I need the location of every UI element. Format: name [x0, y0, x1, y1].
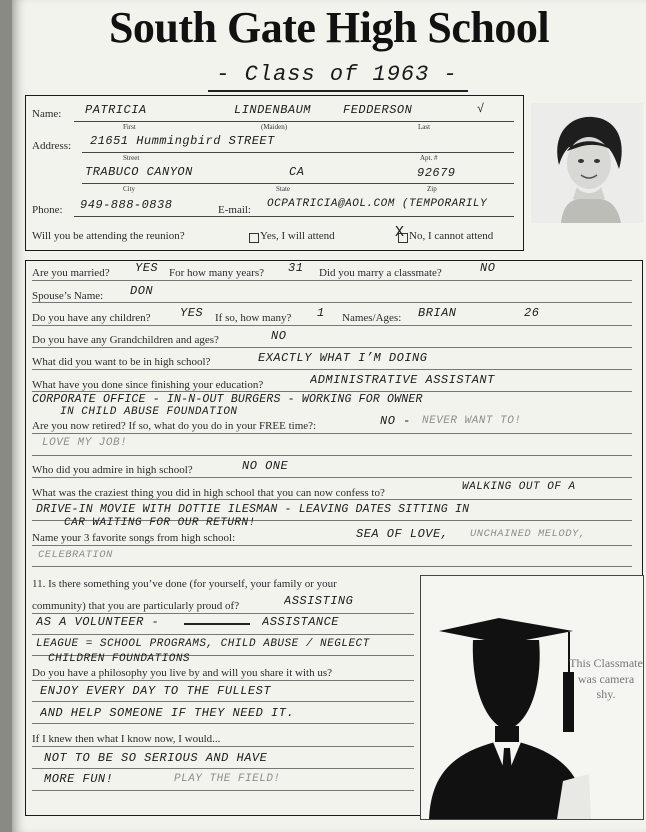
class-of-heading: - Class of 1963 -: [216, 62, 458, 87]
yearbook-page: [12, 0, 646, 832]
state-value: CA: [289, 165, 305, 179]
knew-line-3: [32, 790, 414, 791]
howmany-question: If so, how many?: [215, 312, 292, 324]
knew-answer-1: NOT TO BE SO SERIOUS AND HAVE: [44, 751, 268, 765]
email-label: E-mail:: [218, 204, 251, 216]
grandchildren-line: [32, 347, 632, 348]
proud-answer-1: ASSISTING: [284, 594, 354, 608]
reunion-no-label: No, I cannot attend: [409, 230, 494, 242]
reunion-question: Will you be attending the reunion?: [32, 230, 185, 242]
last-name-value: FEDDERSON: [343, 103, 413, 117]
phone-line: [74, 216, 514, 217]
crazy-answer-1: WALKING OUT OF A: [462, 481, 576, 493]
proud-question-2: community) that you are particularly proud of?: [32, 600, 240, 612]
maiden-name-value: LINDENBAUM: [234, 103, 312, 117]
street-value: 21651 Hummingbird STREET: [90, 134, 275, 148]
philosophy-line-1: [32, 680, 414, 681]
email-value: OCPATRICIA@AOL.COM (TEMPORARILY: [267, 198, 488, 210]
years-question: For how many years?: [169, 267, 265, 279]
songs-answer-3: CELEBRATION: [38, 549, 113, 561]
admire-line: [32, 477, 632, 478]
city-caption: City: [123, 185, 136, 193]
proud-answer-2b: ASSISTANCE: [262, 615, 340, 629]
proud-answer-2: AS A VOLUNTEER -: [36, 615, 160, 629]
admire-question: Who did you admire in high school?: [32, 464, 193, 476]
apt-caption: Apt. #: [420, 154, 438, 162]
philosophy-answer-1: ENJOY EVERY DAY TO THE FULLEST: [40, 684, 272, 698]
city-line: [82, 183, 514, 184]
songs-line-2: [32, 566, 632, 567]
crazy-question: What was the craziest thing you did in high school that you can now confess to?: [32, 487, 385, 499]
spouse-question: Spouse’s Name:: [32, 290, 104, 302]
state-caption: State: [276, 185, 290, 193]
songs-answer-2: UNCHAINED MELODY,: [470, 528, 586, 540]
first-caption: First: [123, 123, 136, 131]
retired-line-1: [32, 433, 632, 434]
children-answer: YES: [180, 306, 204, 320]
retired-answer-2: NEVER WANT TO!: [422, 415, 522, 427]
philosophy-answer-2: AND HELP SOMEONE IF THEY NEED IT.: [40, 706, 295, 720]
child-name: BRIAN: [418, 306, 457, 320]
spouse-line: [32, 302, 632, 303]
proud-strikeout: [184, 623, 250, 625]
address-label: Address:: [32, 140, 72, 152]
reunion-yes-label: Yes, I will attend: [260, 230, 335, 242]
admire-answer: NO ONE: [242, 459, 289, 473]
school-title: South Gate High School: [108, 3, 550, 52]
want-line: [32, 369, 632, 370]
since-answer-3: IN CHILD ABUSE FOUNDATION: [60, 406, 238, 418]
knew-line-2: [32, 768, 414, 769]
proud-answer-3: LEAGUE = SCHOOL PROGRAMS, CHILD ABUSE / NEGLECT: [36, 638, 370, 650]
checkmark: √: [477, 102, 485, 116]
philosophy-question: Do you have a philosophy you live by and will you share it with us?: [32, 667, 333, 679]
philosophy-line-2: [32, 701, 414, 702]
camera-shy-note: This Classmate was camera shy.: [569, 656, 643, 702]
retired-answer-1: NO -: [380, 414, 411, 428]
senior-photo: [531, 103, 643, 223]
want-question: What did you want to be in high school?: [32, 356, 211, 368]
proud-line-2: [32, 634, 414, 635]
reunion-no-mark: X: [395, 224, 405, 241]
crazy-line-1: [32, 499, 632, 500]
years-answer: 31: [288, 261, 304, 275]
married-line: [32, 280, 632, 281]
phone-label: Phone:: [32, 204, 63, 216]
since-answer-1: ADMINISTRATIVE ASSISTANT: [310, 373, 495, 387]
since-line-1: [32, 391, 632, 392]
child-age: 26: [524, 306, 540, 320]
crazy-answer-2: DRIVE-IN MOVIE WITH DOTTIE ILESMAN - LEAVING DATES SITTING IN: [36, 503, 470, 516]
knew-question: If I knew then what I know now, I would...: [32, 733, 221, 745]
city-value: TRABUCO CANYON: [85, 165, 193, 179]
since-answer-2: CORPORATE OFFICE - IN-N-OUT BURGERS - WORKING FOR OWNER: [32, 393, 423, 406]
class-of-underline: [208, 90, 468, 92]
phone-value: 949-888-0838: [80, 198, 173, 212]
proud-line-1: [32, 613, 414, 614]
songs-question: Name your 3 favorite songs from high school:: [32, 532, 236, 544]
reunion-yes-checkbox: [249, 233, 259, 243]
first-name-value: PATRICIA: [85, 103, 147, 117]
last-caption: Last: [418, 123, 431, 131]
knew-answer-3: PLAY THE FIELD!: [174, 773, 281, 785]
zip-caption: Zip: [427, 185, 437, 193]
maiden-caption: (Maiden): [261, 123, 288, 131]
grandchildren-answer: NO: [271, 329, 287, 343]
children-question: Do you have any children?: [32, 312, 151, 324]
zip-value: 92679: [417, 166, 456, 180]
howmany-answer: 1: [317, 306, 325, 320]
songs-line-1: [32, 545, 632, 546]
camera-shy-placeholder: [420, 575, 644, 820]
children-line: [32, 325, 632, 326]
retired-line-2: [32, 455, 632, 456]
spouse-answer: DON: [130, 284, 154, 298]
proud-question-1: 11. Is there something you’ve done (for yourself, your family or your: [32, 578, 337, 590]
since-question: What have you done since finishing your education?: [32, 379, 264, 391]
classmate-question: Did you marry a classmate?: [319, 267, 442, 279]
knew-answer-2: MORE FUN!: [44, 772, 114, 786]
name-line: [74, 121, 514, 122]
married-answer: YES: [135, 261, 159, 275]
grandchildren-question: Do you have any Grandchildren and ages?: [32, 334, 219, 346]
classmate-answer: NO: [480, 261, 496, 275]
street-caption: Street: [123, 154, 140, 162]
retired-answer-3: LOVE MY JOB!: [42, 437, 128, 449]
want-answer: EXACTLY WHAT I’M DOING: [258, 351, 428, 365]
name-label: Name:: [32, 108, 62, 120]
proud-answer-4: CHILDREN FOUNDATIONS: [48, 653, 191, 665]
crazy-answer-3: CAR WAITING FOR OUR RETURN!: [64, 517, 256, 529]
songs-answer-1: SEA OF LOVE,: [356, 527, 449, 541]
street-line: [82, 152, 514, 153]
philosophy-line-3: [32, 723, 414, 724]
married-question: Are you married?: [32, 267, 110, 279]
names-ages-question: Names/Ages:: [342, 312, 402, 324]
retired-question: Are you now retired? If so, what do you do in your FREE time?:: [32, 420, 317, 432]
knew-line-1: [32, 746, 414, 747]
